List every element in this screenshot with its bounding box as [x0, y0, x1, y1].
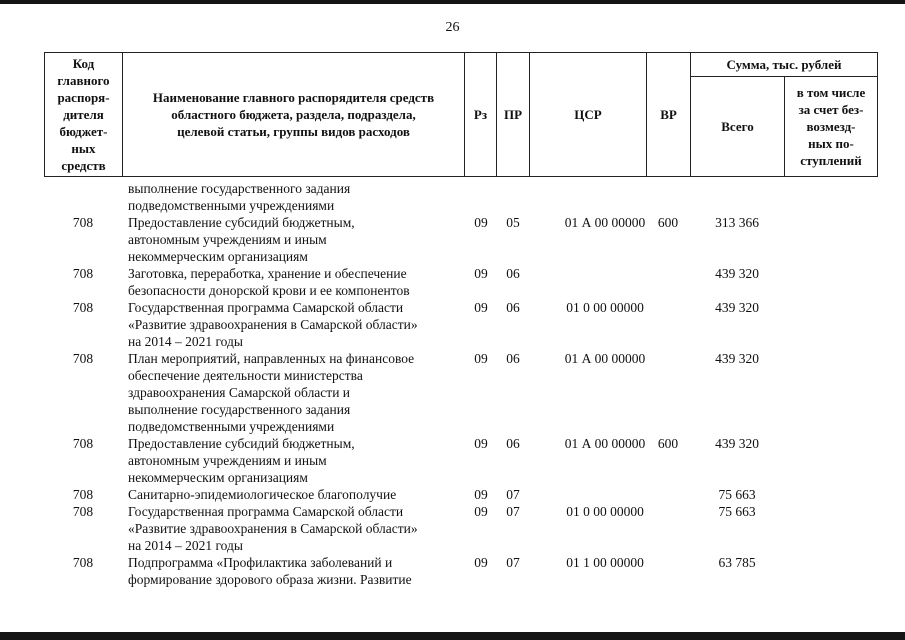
name-line: Предоставление субсидий бюджетным, — [128, 436, 355, 451]
cell-pr: 05 — [506, 215, 520, 230]
cell-rz: 09 — [474, 351, 488, 366]
cell-pr: 07 — [506, 555, 520, 570]
cell-name — [128, 214, 468, 265]
cell-csr: 01 А 00 00000 — [564, 351, 646, 366]
cell-vr: 600 — [657, 215, 679, 230]
table-row — [44, 435, 878, 486]
cell-total: 439 320 — [715, 351, 759, 366]
name-line: Государственная программа Самарской области — [128, 504, 404, 519]
name-line: автономным учреждениям и иным — [128, 232, 327, 247]
cell-total: 75 663 — [718, 504, 756, 519]
name-line: подведомственными учреждениями — [128, 198, 335, 213]
table-row — [44, 265, 878, 299]
table-row — [44, 503, 878, 554]
name-line: Санитарно-эпидемиологическое благополучие — [128, 487, 397, 502]
table-row — [44, 486, 878, 503]
cell-csr: 01 А 00 00000 — [564, 215, 646, 230]
name-line: подведомственными учреждениями — [128, 419, 335, 434]
name-line: формирование здорового образа жизни. Развитие — [128, 572, 412, 587]
cell-csr: 01 А 00 00000 — [564, 436, 646, 451]
cell-name — [128, 486, 468, 503]
name-line: автономным учреждениям и иным — [128, 453, 327, 468]
cell-name — [128, 503, 468, 554]
header-rz: Рз — [473, 106, 488, 122]
cell-code: 708 — [72, 300, 94, 315]
cell-pr: 07 — [506, 487, 520, 502]
table-row — [44, 554, 878, 588]
cell-code: 708 — [72, 504, 94, 519]
header-csr: ЦСР — [574, 106, 602, 122]
cell-pr: 07 — [506, 504, 520, 519]
cell-total: 313 366 — [715, 215, 759, 230]
cell-code: 708 — [72, 487, 94, 502]
header-name: Наименование главного распорядителя средств областного бюджета, раздела, подраздела, целевой статьи, группы видов расходов — [152, 89, 435, 139]
cell-total: 439 320 — [715, 436, 759, 451]
cell-code: 708 — [72, 436, 94, 451]
cell-name — [128, 180, 468, 214]
cell-total: 75 663 — [718, 487, 756, 502]
name-line: безопасности донорской крови и ее компонентов — [128, 283, 410, 298]
name-line: на 2014 – 2021 годы — [128, 538, 243, 553]
cell-total: 439 320 — [715, 266, 759, 281]
cell-name — [128, 299, 468, 350]
cell-rz: 09 — [474, 266, 488, 281]
header-vr: ВР — [660, 106, 677, 122]
cell-csr: 01 1 00 00000 — [566, 555, 644, 570]
cell-pr: 06 — [506, 436, 520, 451]
header-code: Код главного распоря- дителя бюджет- ных средств — [57, 56, 110, 173]
cell-code: 708 — [72, 351, 94, 366]
table-body — [44, 180, 878, 588]
name-line: Государственная программа Самарской области — [128, 300, 404, 315]
cell-name — [128, 435, 468, 486]
cell-rz: 09 — [474, 555, 488, 570]
header-pr: ПР — [503, 106, 523, 122]
name-line: некоммерческим организациям — [128, 470, 308, 485]
name-line: Подпрограмма «Профилактика заболеваний и — [128, 555, 393, 570]
cell-code: 708 — [72, 266, 94, 281]
page-number: 26 — [445, 20, 460, 35]
cell-pr: 06 — [506, 266, 520, 281]
cell-name — [128, 265, 468, 299]
cell-rz: 09 — [474, 215, 488, 230]
name-line: здравоохранения Самарской области и — [128, 385, 351, 400]
table-row — [44, 214, 878, 265]
top-border — [0, 0, 905, 4]
name-line: Заготовка, переработка, хранение и обеспечение — [128, 266, 407, 281]
table-row — [44, 350, 878, 435]
name-line: выполнение государственного задания — [128, 181, 351, 196]
cell-name — [128, 350, 468, 435]
cell-code: 708 — [72, 555, 94, 570]
name-line: выполнение государственного задания — [128, 402, 351, 417]
cell-name — [128, 554, 468, 588]
name-line: на 2014 – 2021 годы — [128, 334, 243, 349]
cell-pr: 06 — [506, 300, 520, 315]
cell-pr: 06 — [506, 351, 520, 366]
cell-rz: 09 — [474, 487, 488, 502]
cell-total: 439 320 — [715, 300, 759, 315]
cell-total: 63 785 — [718, 555, 756, 570]
cell-vr: 600 — [657, 436, 679, 451]
header-total: Всего — [721, 119, 754, 134]
cell-rz: 09 — [474, 300, 488, 315]
cell-rz: 09 — [474, 436, 488, 451]
bottom-border — [0, 632, 905, 640]
name-line: «Развитие здравоохранения в Самарской области» — [128, 521, 418, 536]
cell-csr: 01 0 00 00000 — [566, 504, 644, 519]
cell-csr: 01 0 00 00000 — [566, 300, 644, 315]
table-row — [44, 180, 878, 214]
name-line: Предоставление субсидий бюджетным, — [128, 215, 355, 230]
name-line: План мероприятий, направленных на финансовое — [128, 351, 415, 366]
cell-rz: 09 — [474, 504, 488, 519]
header-extra: в том числе за счет без- возмезд- ных по- ступлений — [796, 85, 866, 168]
name-line: обеспечение деятельности министерства — [128, 368, 363, 383]
name-line: «Развитие здравоохранения в Самарской области» — [128, 317, 418, 332]
header-sum: Сумма, тыс. рублей — [726, 56, 842, 72]
name-line: некоммерческим организациям — [128, 249, 308, 264]
table-header — [44, 52, 878, 177]
table-row — [44, 299, 878, 350]
cell-code: 708 — [72, 215, 94, 230]
